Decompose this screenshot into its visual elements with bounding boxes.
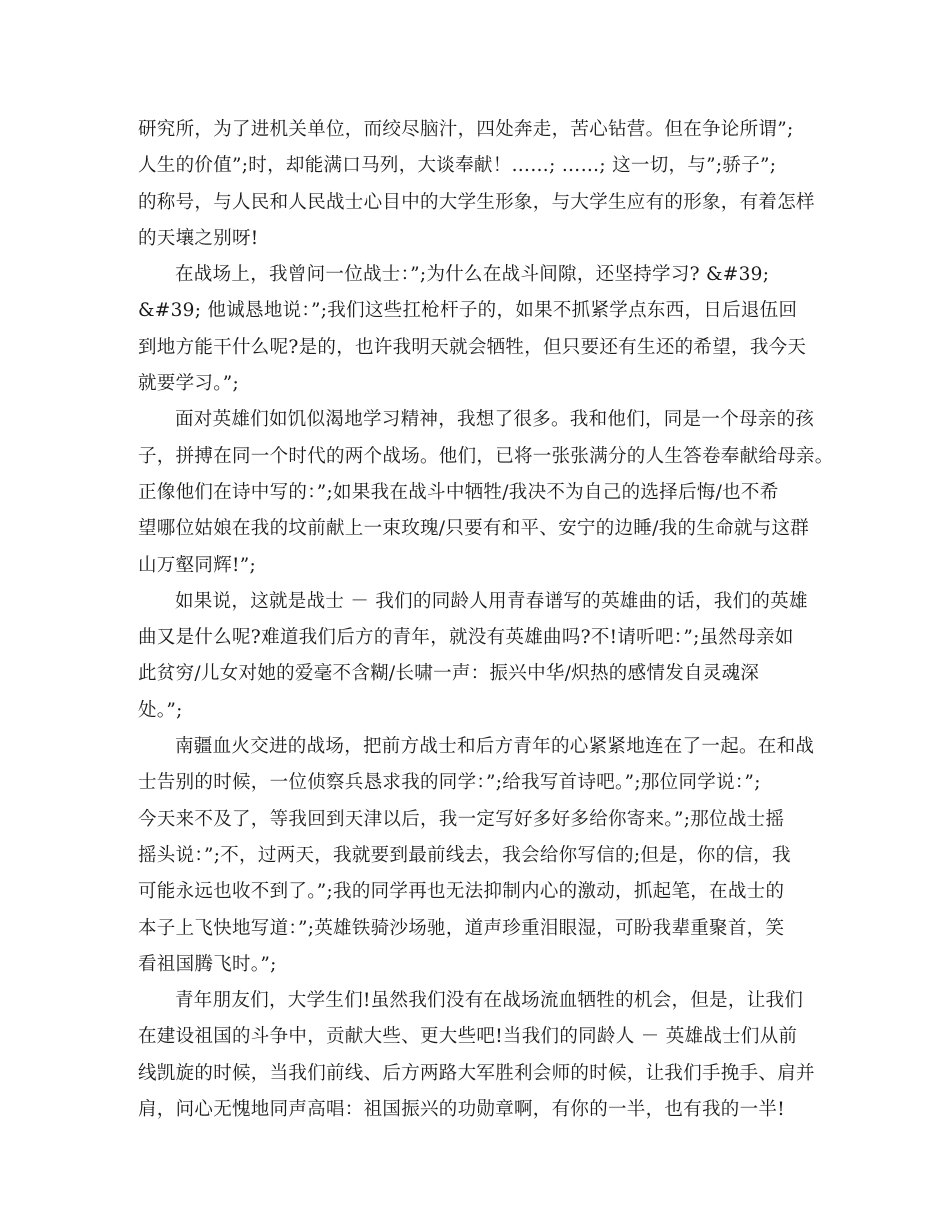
text-line: 南疆血火交进的战场，把前方战士和后方青年的心紧紧地连在了一起。在和战	[175, 736, 815, 758]
text-line: 青年朋友们，大学生们!虽然我们没有在战场流血牺牲的机会，但是，让我们	[175, 990, 804, 1012]
text-line: 如果说，这就是战士 － 我们的同龄人用青春谱写的英雄曲的话，我们的英雄	[175, 590, 808, 612]
text-line: 曲又是什么呢?难道我们后方的青年，就没有英雄曲吗?不!请听吧：”;虽然母亲如	[138, 627, 794, 649]
text-line: 到地方能干什么呢?是的，也许我明天就会牺牲，但只要还有生还的希望，我今天	[138, 336, 807, 358]
paragraph	[138, 112, 828, 257]
document-body	[138, 112, 834, 1128]
text-line: 研究所，为了进机关单位，而绞尽脑汁，四处奔走，苦心钻营。但在争论所谓”;	[138, 119, 794, 140]
text-line: 今天来不及了，等我回到天津以后，我一定写好多好多给你寄来。”;那位战士摇	[138, 808, 785, 830]
text-line: 就要学习。”;	[138, 373, 240, 395]
text-line: 本子上飞快地写道：”;英雄铁骑沙场驰，道声珍重泪眼湿，可盼我辈重聚首，笑	[138, 917, 785, 939]
text-line: 人生的价值”;时，却能满口马列，大谈奉献！……; ……; 这一切，与”;骄子”;	[138, 155, 777, 177]
paragraph	[138, 584, 828, 729]
text-line: 正像他们在诗中写的：”;如果我在战斗中牺牲/我决不为自己的选择后悔/也不希	[138, 481, 779, 503]
text-line: 处。”;	[138, 699, 183, 721]
text-line: 在战场上，我曾问一位战士：”;为什么在战斗间隙，还坚持学习? &#39;	[175, 264, 770, 286]
paragraph	[138, 983, 828, 1128]
text-line: 的天壤之别呀!	[138, 227, 259, 249]
text-line: 肩，问心无愧地同声高唱：祖国振兴的功勋章啊，有你的一半，也有我的一半!	[138, 1099, 785, 1121]
text-line: 子，拼搏在同一个时代的两个战场。他们，已将一张张满分的人生答卷奉献给母亲。	[138, 445, 834, 467]
text-line: 士告别的时候，一位侦察兵恳求我的同学：”;给我写首诗吧。”;那位同学说：”;	[138, 772, 761, 794]
paragraph	[138, 257, 828, 402]
text-line: 望哪位姑娘在我的坟前献上一束玫瑰/只要有和平、安宁的边睡/我的生命就与这群	[138, 518, 810, 540]
paragraph	[138, 729, 828, 983]
text-line: 山万壑同辉!”;	[138, 554, 257, 576]
text-line: 的称号，与人民和人民战士心目中的大学生形象，与大学生应有的形象，有着怎样	[138, 191, 815, 213]
text-line: 可能永远也收不到了。”;我的同学再也无法抑制内心的激动，抓起笔，在战士的	[138, 881, 785, 903]
text-line: 看祖国腾飞时。”;	[138, 953, 277, 975]
text-line: &#39; 他诚恳地说：”;我们这些扛枪杆子的，如果不抓紧学点东西，日后退伍回	[138, 300, 798, 322]
paragraph	[138, 402, 834, 583]
text-line: 面对英雄们如饥似渴地学习精神，我想了很多。我和他们，同是一个母亲的孩	[175, 409, 815, 431]
text-line: 此贫穷/儿女对她的爱毫不含糊/长啸一声：振兴中华/炽热的感情发自灵魂深	[138, 663, 760, 685]
text-line: 摇头说：”;不，过两天，我就要到最前线去，我会给你写信的;但是，你的信，我	[138, 844, 791, 866]
text-line: 在建设祖国的斗争中，贡献大些、更大些吧!当我们的同龄人 － 英雄战士们从前	[138, 1026, 798, 1048]
text-line: 线凯旋的时候，当我们前线、后方两路大军胜利会师的时候，让我们手挽手、肩并	[138, 1062, 815, 1084]
